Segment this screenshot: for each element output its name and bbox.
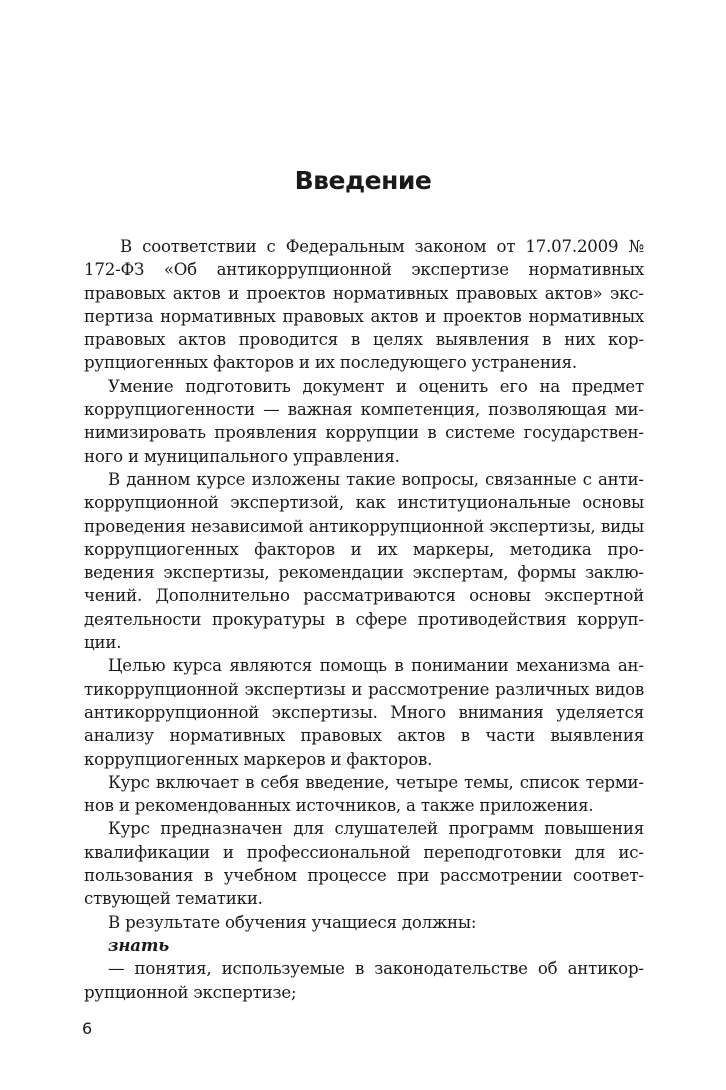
paragraph: В соответствии с Федеральным законом от 17.07.2009 № 172-ФЗ «Об антикоррупционной экспертизе нормативных правовых актов и проектов нормативных правовых актов» экспертиза нормативных правовых актов и проектов нормативных правовых актов проводится в целях выявления в них коррупциогенных факторов и их последующего устранения.	[84, 237, 644, 373]
body-text	[84, 235, 644, 1004]
know-subheading: знать	[108, 934, 169, 955]
paragraph: Умение подготовить документ и оценить его на предмет коррупциогенности — важная компетенция, позволяющая минимизировать проявления коррупции в системе государственного и муниципального управления.	[84, 376, 644, 466]
page-title: Введение	[294, 166, 432, 195]
paragraph: Целью курса являются помощь в понимании механизма антикоррупционной экспертизы и рассмотрение различных видов антикоррупционной экспертизы. Много внимания уделяется анализу нормативных правовых актов в части выявления коррупциогенных маркеров и факторов.	[84, 656, 644, 769]
paragraph: Курс включает в себя введение, четыре темы, список терминов и рекомендованных источников, а также приложения.	[84, 772, 644, 816]
list-item: — понятия, используемые в законодательстве об антикоррупционной экспертизе;	[84, 959, 644, 1002]
paragraph: В данном курсе изложены такие вопросы, связанные с антикоррупционной экспертизой, как институциональные основы проведения независимой антикоррупционной экспертизы, виды коррупциогенных факторов и их маркеры, методика проведения экспертизы, рекомендации экспертам, формы заключений. Дополнительно рассматриваются основы экспертной деятельности прокуратуры в сфере противодействия коррупции.	[84, 469, 644, 653]
page-number: 6	[82, 1019, 93, 1038]
paragraph: Курс предназначен для слушателей программ повышения квалификации и профессиональной переподготовки для использования в учебном процессе при рассмотрении соответствующей тематики.	[84, 819, 644, 909]
paragraph: В результате обучения учащиеся должны:	[108, 912, 477, 932]
